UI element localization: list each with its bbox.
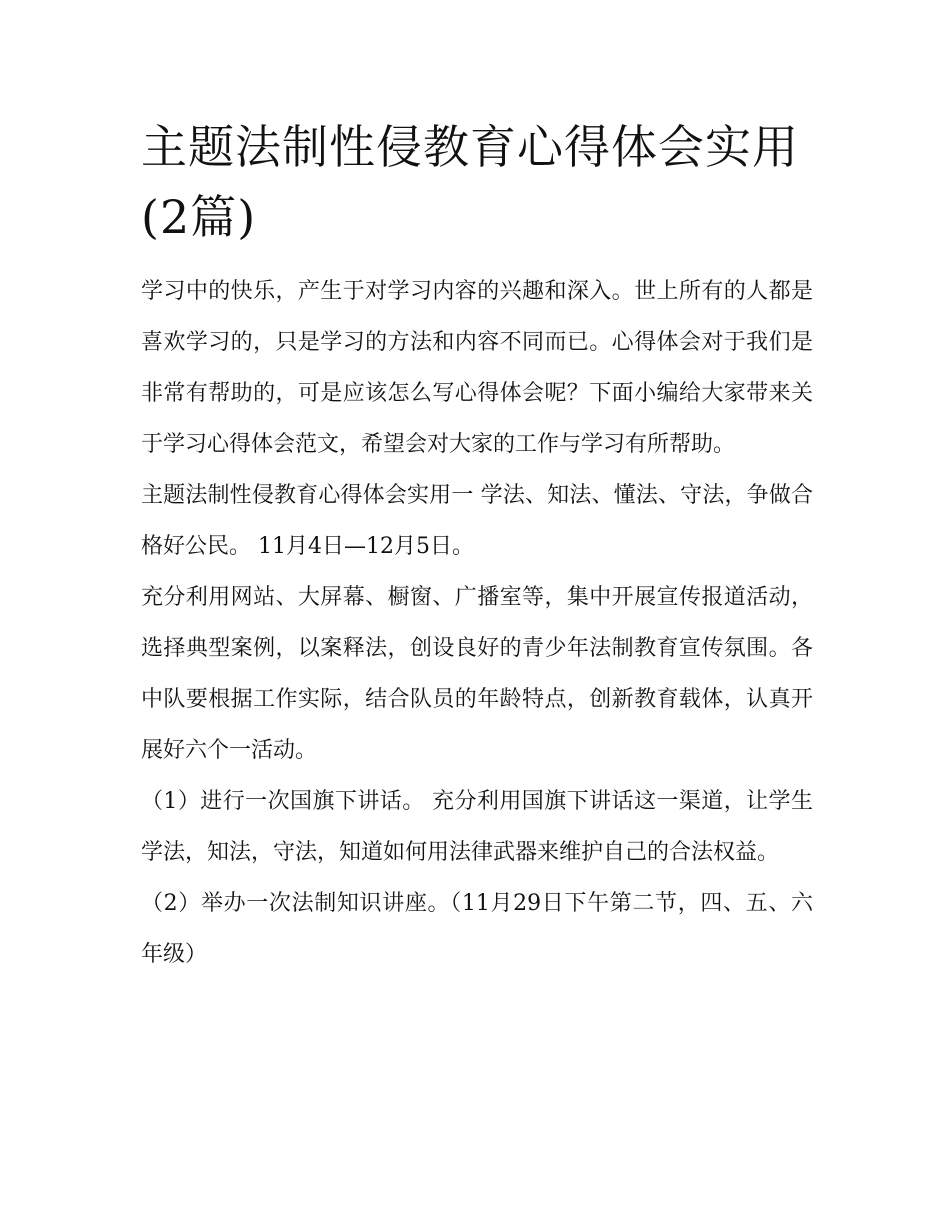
paragraph-intro: 学习中的快乐，产生于对学习内容的兴趣和深入。世上所有的人都是喜欢学习的，只是学习的方法和内容不同而已。心得体会对于我们是非常有帮助的，可是应该怎么写心得体会呢？下面小编给大家带来关于学习心得体会范文，希望会对大家的工作与学习有所帮助。 <box>141 279 813 457</box>
document-body <box>141 266 813 980</box>
paragraph-item-2: （2）举办一次法制知识讲座。（11月29日下午第二节，四、五、六年级） <box>141 891 813 967</box>
paragraph-publicity: 充分利用网站、大屏幕、橱窗、广播室等，集中开展宣传报道活动，选择典型案例，以案释法，创设良好的青少年法制教育宣传氛围。各中队要根据工作实际，结合队员的年龄特点，创新教育载体，认真开展好六个一活动。 <box>141 585 813 763</box>
paragraph-theme: 主题法制性侵教育心得体会实用一 学法、知法、懂法、守法，争做合格好公民。 11月4日—12月5日。 <box>141 483 813 559</box>
document-title: 主题法制性侵教育心得体会实用(2篇) <box>141 120 799 244</box>
paragraph-item-1: （1）进行一次国旗下讲话。 充分利用国旗下讲话这一渠道，让学生学法，知法，守法，知道如何用法律武器来维护自己的合法权益。 <box>141 789 813 865</box>
document-content <box>141 112 813 980</box>
